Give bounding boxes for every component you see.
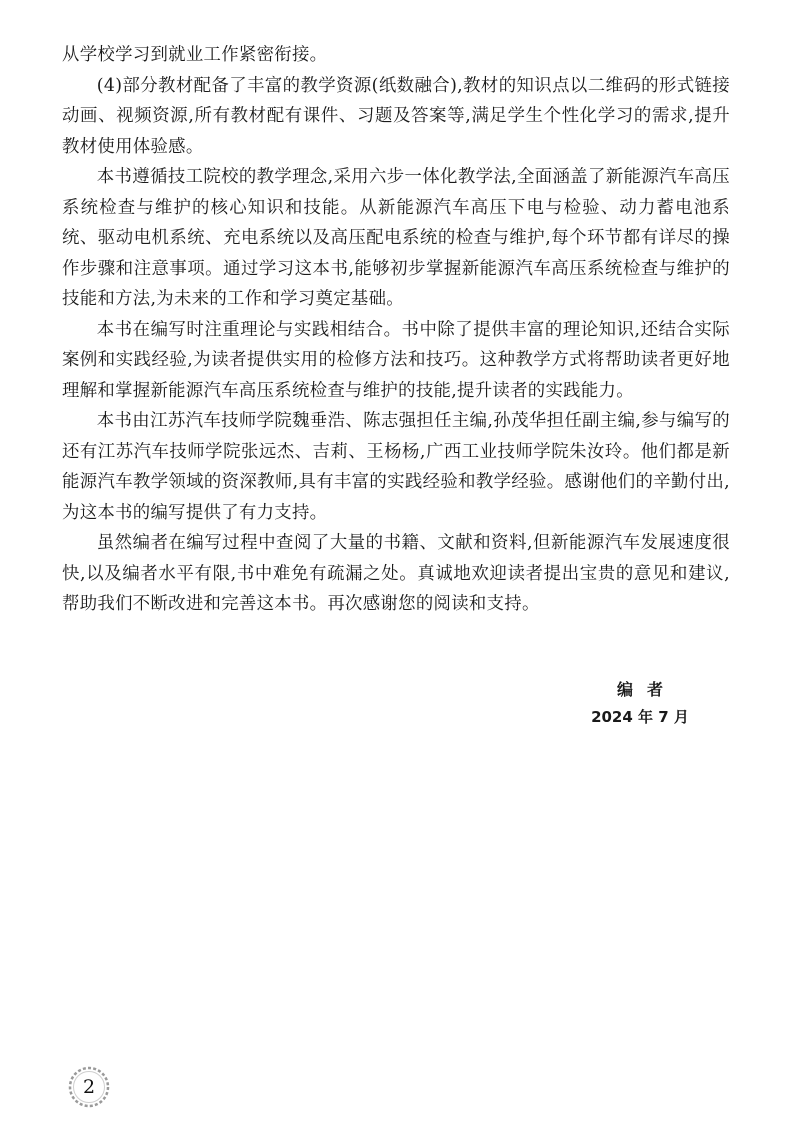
- signature-block: [560, 676, 720, 730]
- page-number: 2: [82, 1076, 96, 1098]
- signature-date: 2024 年 7 月: [591, 708, 689, 726]
- paragraph-theory-practice: 本书在编写时注重理论与实践相结合。书中除了提供丰富的理论知识,还结合实际案例和实践经验,为读者提供实用的检修方法和技巧。这种教学方式将帮助读者更好地理解和掌握新能源汽车高压系统检查与维护的技能,提升读者的实践能力。: [62, 319, 730, 401]
- paragraph-teaching-resources: (4)部分教材配备了丰富的教学资源(纸数融合),教材的知识点以二维码的形式链接动画、视频资源,所有教材配有课件、习题及答案等,满足学生个性化学习的需求,提升教材使用体验感。: [62, 75, 730, 157]
- signature-author: 编者: [616, 680, 677, 699]
- paragraph-closing: 虽然编者在编写过程中查阅了大量的书籍、文献和资料,但新能源汽车发展速度很快,以及编者水平有限,书中难免有疏漏之处。真诚地欢迎读者提出宝贵的意见和建议,帮助我们不断改进和完善这本书。再次感谢您的阅读和支持。: [62, 533, 730, 614]
- paragraph-authors: 本书由江苏汽车技师学院魏垂浩、陈志强担任主编,孙茂华担任副主编,参与编写的还有江苏汽车技师学院张远杰、吉莉、王杨杨,广西工业技师学院朱汝玲。他们都是新能源汽车教学领域的资深教师,具有丰富的实践经验和教学经验。感谢他们的辛勤付出,为这本书的编写提供了有力支持。: [62, 411, 730, 523]
- document-body: [62, 40, 730, 620]
- page-number-badge: [68, 1066, 110, 1108]
- paragraph-teaching-philosophy: 本书遵循技工院校的教学理念,采用六步一体化教学法,全面涵盖了新能源汽车高压系统检查与维护的核心知识和技能。从新能源汽车高压下电与检验、动力蓄电池系统、驱动电机系统、充电系统以及高压配电系统的检查与维护,每个环节都有详尽的操作步骤和注意事项。通过学习这本书,能够初步掌握新能源汽车高压系统检查与维护的技能和方法,为未来的工作和学习奠定基础。: [62, 167, 730, 309]
- paragraph-continuation: 从学校学习到就业工作紧密衔接。: [62, 45, 328, 65]
